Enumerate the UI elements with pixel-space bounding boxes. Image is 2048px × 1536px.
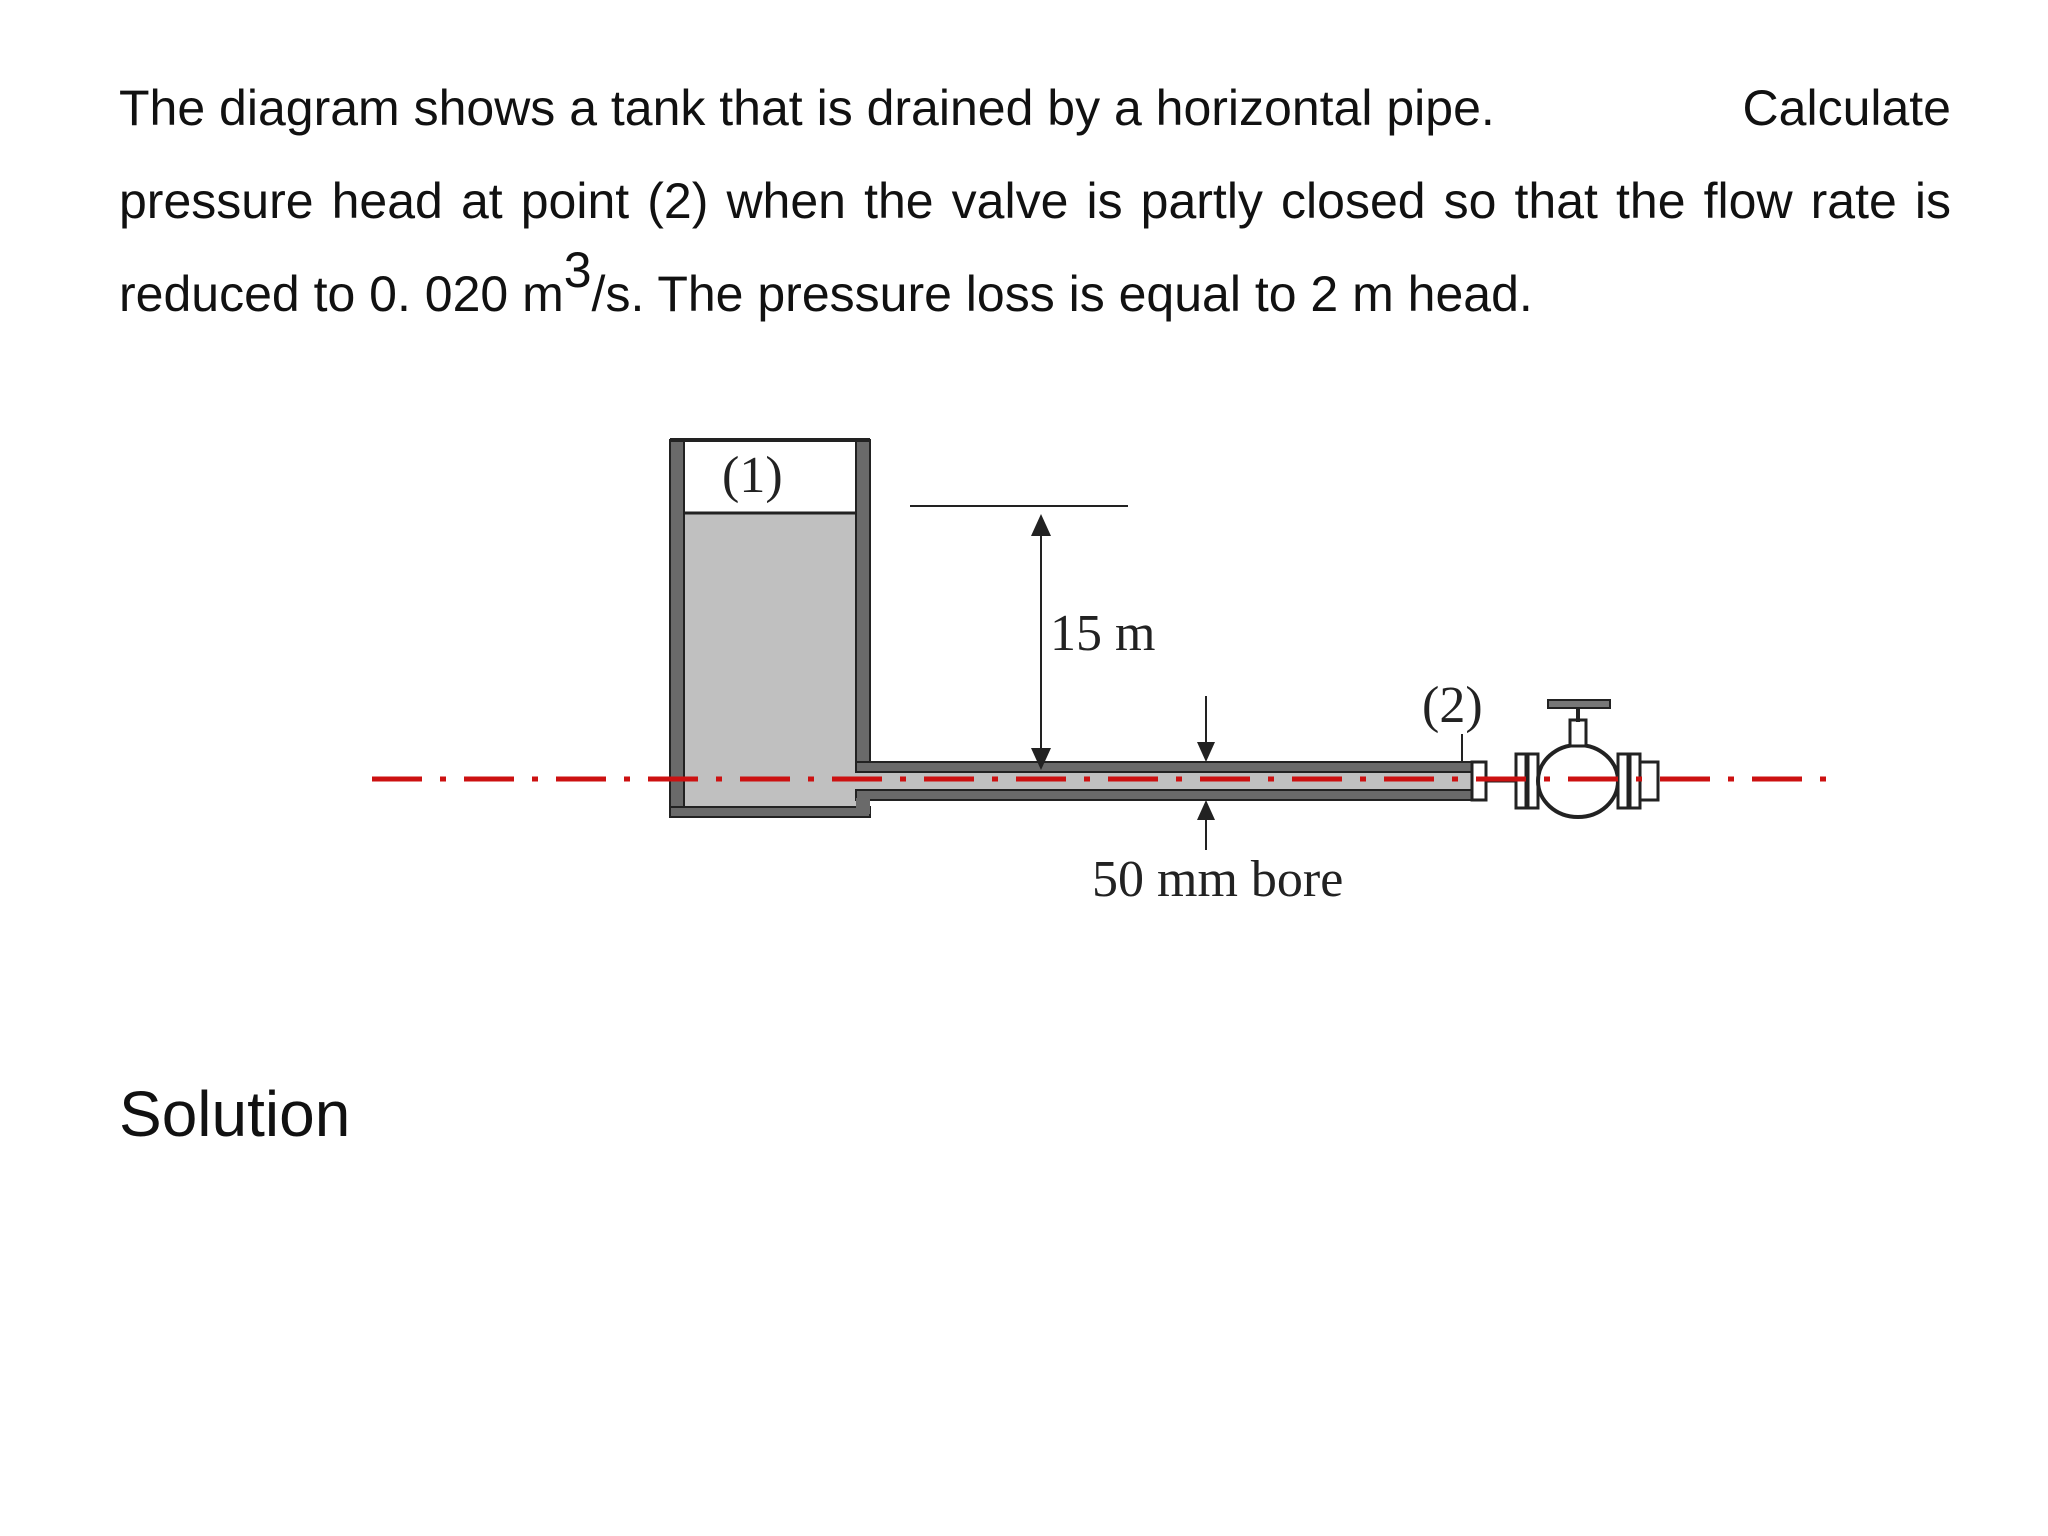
tank-water [684, 513, 856, 807]
problem-line-1-text: The diagram shows a tank that is drained by a horizontal pipe. [119, 80, 1495, 136]
bore-label: 50 mm bore [1092, 851, 1344, 908]
valve-bonnet [1570, 720, 1586, 746]
tank-right-wall [856, 440, 870, 762]
bore-arrow-top [1197, 742, 1215, 762]
height-arrow-top [1031, 514, 1051, 536]
pipe-bottom-wall [856, 790, 1472, 800]
valve-outlet [1640, 762, 1658, 800]
problem-line-1-end: Calculate [1742, 80, 1951, 136]
tank-left-wall [670, 440, 684, 814]
point-2-label: (2) [1422, 677, 1483, 734]
solution-heading: Solution [119, 1078, 351, 1150]
problem-line-3-superscript: 3 [563, 242, 592, 299]
problem-line-3-text-a: reduced to 0. 020 m [119, 266, 564, 322]
bore-arrow-bottom [1197, 800, 1215, 820]
tank-corner [856, 798, 870, 814]
valve-handwheel [1548, 700, 1610, 708]
problem-line-3-text-b: /s. The pressure loss is equal to 2 m head. [591, 266, 1533, 322]
problem-line-2-text: pressure head at point (2) when the valve is partly closed so that the flow rate is [119, 173, 1951, 229]
tank-bottom [670, 807, 870, 817]
height-label: 15 m [1050, 605, 1156, 662]
valve-flange-right [1618, 754, 1628, 808]
point-1-label: (1) [722, 447, 783, 504]
pipe-top-wall [856, 762, 1472, 772]
